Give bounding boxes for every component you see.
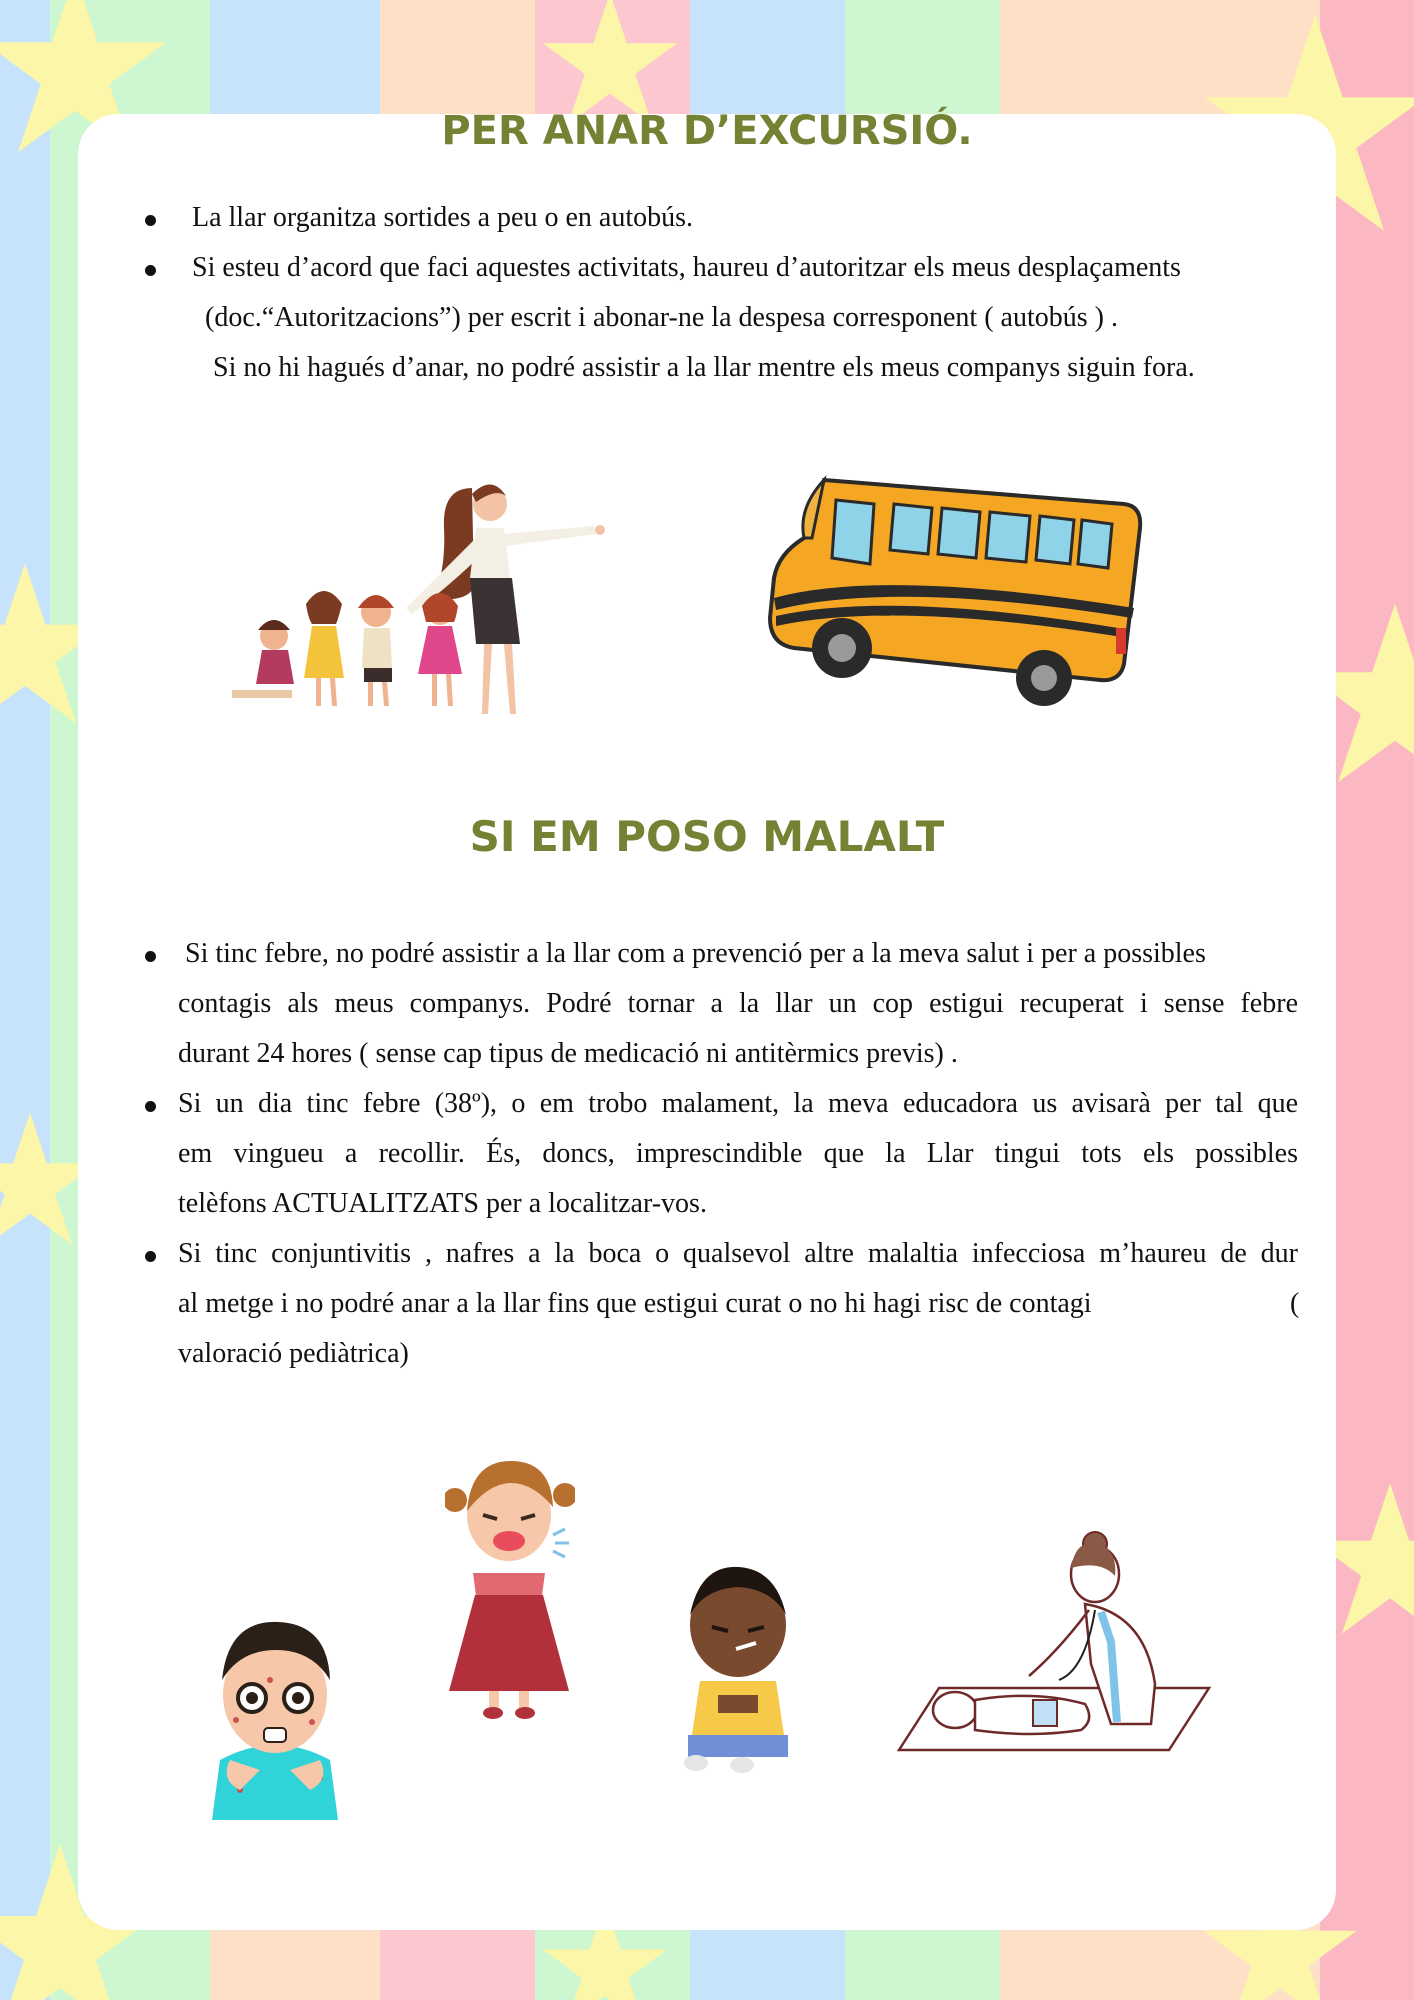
excursion-bullet-2-line-3: Si no hi hagués d’anar, no podré assistir a la llar mentre els meus companys siguin fora. — [213, 352, 1195, 383]
excursion-bullet-2-line-2: (doc.“Autoritzacions”) per escrit i abonar-ne la despesa corresponent ( autobús ) . — [205, 302, 1118, 333]
pediatrician-icon — [895, 1520, 1215, 1755]
bullet — [145, 215, 156, 226]
coughing-girl-icon — [445, 1455, 575, 1720]
excursion-bullet-2-line-1: Si esteu d’acord que faci aquestes activitats, haureu d’autoritzar els meus desplaçaments — [192, 252, 1181, 283]
excursion-bullet-1: La llar organitza sortides a peu o en autobús. — [192, 202, 693, 233]
illness-bullet-1-line-2: contagis als meus companys. Podré tornar a la llar un cop estigui recuperat i sense febre — [178, 988, 1298, 1019]
illness-bullet-1-line-1: Si tinc febre, no podré assistir a la llar com a prevenció per a la meva salut i per a possibles — [185, 938, 1206, 969]
illness-bullet-2-line-3: telèfons ACTUALITZATS per a localitzar-vos. — [178, 1188, 707, 1219]
stripe — [0, 0, 50, 2000]
fever-boy-icon — [680, 1565, 795, 1775]
bullet — [145, 951, 156, 962]
illness-bullet-3-line-1: Si tinc conjuntivitis , nafres a la boca o qualsevol altre malaltia infecciosa m’haureu de dur — [178, 1238, 1298, 1269]
illness-bullet-3-line-2: al metge i no podré anar a la llar fins que estigui curat o no hi hagi risc de contagi — [178, 1288, 1092, 1319]
illness-title: SI EM POSO MALALT — [469, 812, 945, 861]
illness-bullet-2-line-1: Si un dia tinc febre (38º), o em trobo malament, la meva educadora us avisarà per tal que — [178, 1088, 1298, 1119]
illness-bullet-1-line-3: durant 24 hores ( sense cap tipus de medicació ni antitèrmics previs) . — [178, 1038, 958, 1069]
illness-bullet-3-line-3: valoració pediàtrica) — [178, 1338, 409, 1369]
school-bus-icon — [764, 468, 1144, 718]
illness-bullet-2-line-2: em vingueu a recollir. És, doncs, imprescindible que la Llar tingui tots els possibles — [178, 1138, 1298, 1169]
teacher-children-icon — [222, 468, 612, 718]
bullet — [145, 1101, 156, 1112]
illness-bullet-3-paren: ( — [1290, 1288, 1300, 1319]
bullet — [145, 265, 156, 276]
bullet — [145, 1251, 156, 1262]
excursion-title: PER ANAR D’EXCURSIÓ. — [441, 108, 973, 154]
sick-boy-icon — [200, 1610, 350, 1825]
